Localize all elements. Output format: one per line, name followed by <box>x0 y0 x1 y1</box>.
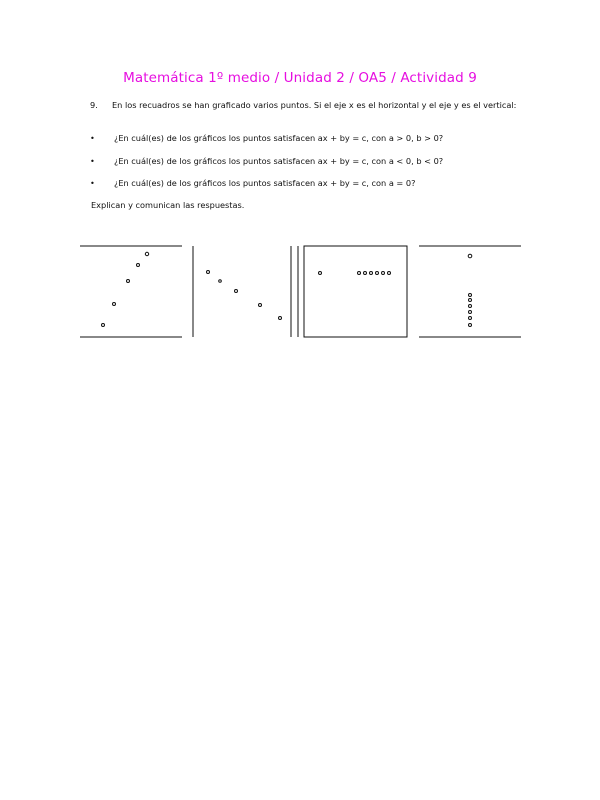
bullet-text: ¿En cuál(es) de los gráficos los puntos satisfacen ax + by = c, con a < 0, b < 0? <box>114 156 444 166</box>
data-point <box>469 324 472 327</box>
data-point <box>364 272 367 275</box>
data-point <box>469 317 472 320</box>
graph-1 <box>80 246 182 337</box>
question-text: En los recuadros se han graficado varios puntos. Si el eje x es el horizontal y el eje y es el vertical: <box>112 100 517 110</box>
bullet-text: ¿En cuál(es) de los gráficos los puntos satisfacen ax + by = c, con a = 0? <box>114 178 416 188</box>
data-point <box>469 311 472 314</box>
graph-2 <box>193 246 291 337</box>
data-point <box>319 272 322 275</box>
data-point <box>370 272 373 275</box>
data-point <box>469 299 472 302</box>
data-point <box>469 294 472 297</box>
graph-frame-box <box>304 246 407 337</box>
data-point <box>279 317 282 320</box>
bullet-marker: • <box>90 133 95 143</box>
data-point <box>207 271 210 274</box>
graph-4 <box>419 246 521 337</box>
data-point <box>388 272 391 275</box>
data-point <box>113 303 116 306</box>
data-point <box>127 280 130 283</box>
graph-3 <box>298 246 407 337</box>
data-point <box>358 272 361 275</box>
bullet-marker: • <box>90 156 95 166</box>
bullet-text: ¿En cuál(es) de los gráficos los puntos satisfacen ax + by = c, con a > 0, b > 0? <box>114 133 444 143</box>
data-point <box>102 324 105 327</box>
data-point <box>376 272 379 275</box>
data-point <box>219 280 222 283</box>
data-point <box>137 264 140 267</box>
data-point <box>259 304 262 307</box>
data-point <box>469 305 472 308</box>
data-point <box>382 272 385 275</box>
data-point <box>235 290 238 293</box>
bullet-marker: • <box>90 178 95 188</box>
closing-instruction: Explican y comunican las respuestas. <box>91 200 245 210</box>
question-number: 9. <box>90 100 98 110</box>
data-point <box>145 252 148 255</box>
page-title: Matemática 1º medio / Unidad 2 / OA5 / Actividad 9 <box>123 70 477 86</box>
data-point <box>468 254 472 258</box>
